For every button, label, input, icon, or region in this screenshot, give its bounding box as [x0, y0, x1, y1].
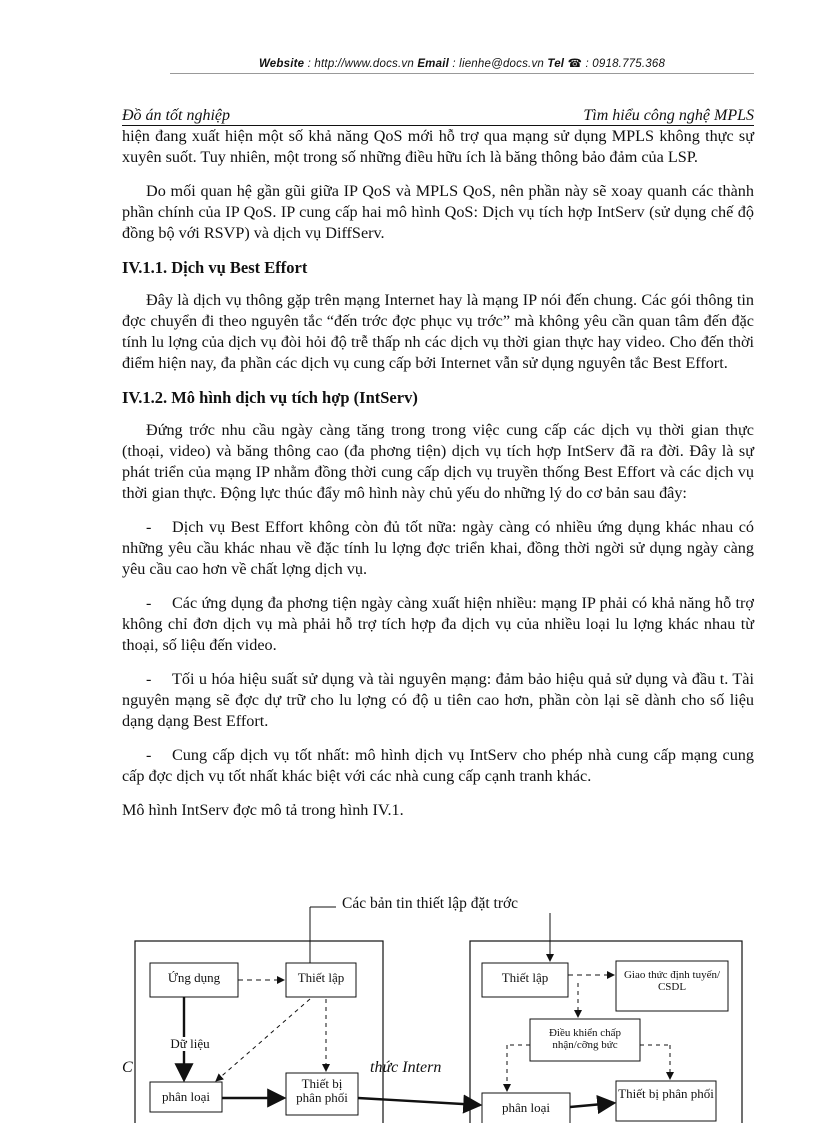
- bullet-mark: -: [146, 670, 152, 688]
- header-divider: [170, 73, 754, 74]
- bullet-text: Dịch vụ Best Effort không còn đủ tốt nữa: ngày càng có nhiều ứng dụng khác nhau có những yêu cầu khác nhau về đặc tính lu lợng đợc triển khai, đồng thời ngời sử dụng ngày càng yêu cầu cao hơn về chất lợng dịch vụ.: [122, 518, 754, 578]
- paragraph: Do mối quan hệ gần gũi giữa IP QoS và MPLS QoS, nên phần này sẽ xoay quanh các thành phần chính của IP QoS. IP cung cấp hai mô hình QoS: Dịch vụ tích hợp IntServ (sử dụng chế độ đồng bộ với RSVP) và dịch vụ DiffServ.: [122, 182, 754, 242]
- bullet-item: [122, 745, 754, 787]
- setup-label-left: Thiết lập: [297, 970, 345, 985]
- scheduler-label-right: Thiết bị phân phối: [618, 1086, 714, 1101]
- bullet-item: [122, 669, 754, 732]
- diagram-caption-top: Các bản tin thiết lập đặt trớc: [342, 895, 519, 912]
- app-label: Ứng dụng: [167, 970, 221, 985]
- website-header: [170, 56, 754, 70]
- tel-number: : 0918.775.368: [582, 58, 666, 70]
- website-url: : http://www.docs.vn: [304, 58, 418, 70]
- classifier-label-right: phân loại: [501, 1100, 550, 1115]
- paragraph: Đứng trớc nhu cầu ngày càng tăng trong trong việc cung cấp các dịch vụ thời gian thực (thoại, video) và băng thông cao (đa phơng tiện) dịch vụ tích hợp IntServ đã ra đời. Đây là sự phát triển của mạng IP nhằm đồng thời cung cấp dịch vụ truyền thống Best Effort và các dịch vụ thời gian thực. Động lực thúc đẩy mô hình này chủ yếu do những lý do cơ bản sau đây:: [122, 421, 754, 502]
- email-address: : lienhe@docs.vn: [449, 58, 548, 70]
- bullet-mark: -: [146, 518, 152, 536]
- section-heading: IV.1.2. Mô hình dịch vụ tích hợp (IntServ): [122, 388, 418, 407]
- paragraph: hiện đang xuất hiện một số khả năng QoS mới hỗ trợ qua mạng sử dụng MPLS không thực sự xuyên suốt. Tuy nhiên, một trong số những điều hữu ích là băng thông bảo đảm của LSP.: [122, 127, 754, 166]
- setup-label-right: Thiết lập: [501, 970, 549, 985]
- paragraph: Đây là dịch vụ thông gặp trên mạng Internet hay là mạng IP nói đến chung. Các gói thông tin đợc chuyển đi theo nguyên tắc “đến trớc đợc phục vụ trớc” mà không yêu cần quan tâm đến đặc tính lu lợng của dịch vụ đòi hỏi độ trễ thấp nh các dịch vụ thời gian thực hay video. Cho đến thời điểm hiện nay, đa phần các dịch vụ cung cấp bởi Internet vẫn sử dụng nguyên tắc Best Effort.: [122, 291, 754, 372]
- admission-label: Điều khiển chấp nhận/cỡng bức: [548, 1027, 622, 1051]
- footer-fragment-left: C: [122, 1059, 133, 1076]
- running-head: [122, 107, 754, 126]
- email-label: Email: [417, 58, 449, 70]
- data-label: Dữ liệu: [160, 1037, 220, 1051]
- bullet-item: [122, 517, 754, 580]
- intserv-diagram: [120, 895, 760, 1123]
- section-heading: IV.1.1. Dịch vụ Best Effort: [122, 258, 308, 277]
- footer-fragment-middle: thức Intern: [370, 1059, 442, 1076]
- bullet-text: Cung cấp dịch vụ tốt nhất: mô hình dịch vụ IntServ cho phép nhà cung cấp mạng cung cấp đợc dịch vụ tốt nhất khác biệt với các nhà cung cấp cạnh tranh khác.: [122, 746, 754, 785]
- body-text: [122, 126, 754, 834]
- bullet-mark: -: [146, 594, 152, 612]
- classifier-label-left: phân loại: [161, 1089, 210, 1104]
- bullet-text: Tối u hóa hiệu suất sử dụng và tài nguyên mạng: đảm bảo hiệu quả sử dụng và đầu t. Tài nguyên mạng sẽ đợc dự trữ cho lu lợng có độ u tiên cao hơn, phần còn lại sẽ dành cho số liệu dạng dạng Best Effort.: [122, 670, 754, 730]
- bullet-text: Các ứng dụng đa phơng tiện ngày càng xuất hiện nhiều: mạng IP phải có khả năng hỗ trợ không chỉ đơn dịch vụ mà phải hỗ trợ tích hợp đa dịch vụ của nhiều loại lu lợng khác nhau từ thoại, số liệu đến video.: [122, 594, 754, 654]
- routing-label: Giao thức định tuyến/ CSDL: [623, 969, 721, 993]
- website-label: Website: [258, 58, 305, 70]
- running-head-left: Đồ án tốt nghiệp: [122, 107, 230, 124]
- figure-intro: Mô hình IntServ đợc mô tả trong hình IV.1.: [122, 801, 404, 819]
- tel-label: Tel ☎: [547, 58, 583, 70]
- bullet-mark: -: [146, 746, 152, 764]
- bullet-item: [122, 593, 754, 656]
- running-head-right: Tìm hiểu công nghệ MPLS: [583, 107, 754, 124]
- scheduler-label-left: Thiết bị phân phối: [296, 1076, 348, 1105]
